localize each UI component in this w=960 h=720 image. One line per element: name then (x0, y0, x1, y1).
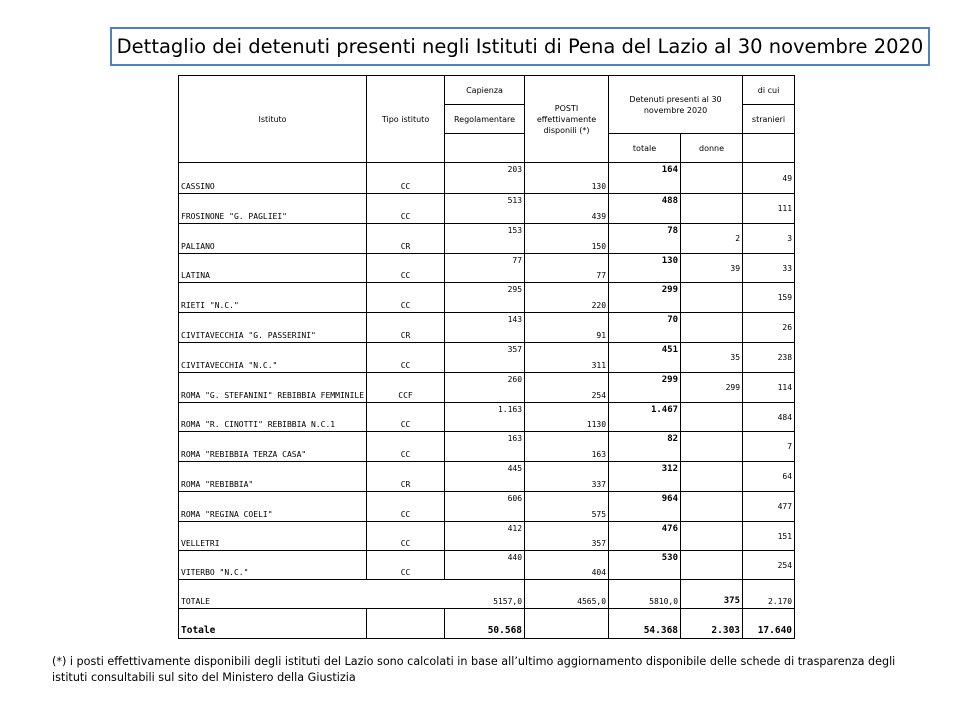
cell-stranieri: 254 (743, 551, 795, 580)
cell-capienza: 606 (445, 492, 525, 522)
cell-tipo: CCF (367, 373, 445, 403)
table-row (179, 522, 795, 551)
cell-totale: 530 (609, 551, 681, 580)
cell-posti: 163 (525, 432, 609, 462)
cell-posti: 77 (525, 254, 609, 283)
header-stranieri: stranieri (743, 105, 795, 134)
cell-istituto: PALIANO (179, 224, 367, 254)
cell-capienza: 143 (445, 313, 525, 343)
cell-totale: 312 (609, 462, 681, 492)
cell-tipo: CC (367, 163, 445, 194)
title-text: Dettaglio dei detenuti presenti negli Istituti di Pena del Lazio al 30 novembre 2020 (116, 35, 924, 58)
table-row (179, 163, 795, 194)
cell-donne (681, 551, 743, 580)
prisoners-table (178, 75, 795, 639)
grand-total-donne: 2.303 (681, 609, 743, 639)
table-row (179, 551, 795, 580)
cell-tipo: CR (367, 313, 445, 343)
cell-capienza: 153 (445, 224, 525, 254)
cell-tipo: CC (367, 551, 445, 580)
cell-donne (681, 163, 743, 194)
totals-label: TOTALE (179, 580, 367, 609)
header-row-1 (179, 76, 795, 105)
grand-total-row (179, 609, 795, 639)
cell-posti: 91 (525, 313, 609, 343)
cell-istituto: CASSINO (179, 163, 367, 194)
cell-totale: 299 (609, 283, 681, 313)
cell-stranieri: 477 (743, 492, 795, 522)
cell-tipo: CR (367, 462, 445, 492)
table-row (179, 254, 795, 283)
totals-posti: 4565,0 (525, 580, 609, 609)
cell-stranieri: 159 (743, 283, 795, 313)
table-row (179, 194, 795, 224)
footnote: (*) i posti effettivamente disponibili degli istituti del Lazio sono calcolati in base all’ultimo aggiornamento disponibile delle schede di trasparenza degli istituti consultabili sul sito del Ministero della Giustizia (52, 655, 896, 684)
cell-donne (681, 283, 743, 313)
cell-totale: 476 (609, 522, 681, 551)
cell-stranieri: 7 (743, 432, 795, 462)
cell-istituto: ROMA "REBIBBIA" (179, 462, 367, 492)
cell-donne (681, 403, 743, 432)
cell-tipo: CC (367, 522, 445, 551)
cell-totale: 488 (609, 194, 681, 224)
cell-posti: 337 (525, 462, 609, 492)
header-capienza: Capienza (445, 76, 525, 105)
cell-tipo: CC (367, 403, 445, 432)
totals-row (179, 580, 795, 609)
cell-istituto: RIETI "N.C." (179, 283, 367, 313)
cell-donne: 35 (681, 343, 743, 373)
cell-donne (681, 462, 743, 492)
cell-donne (681, 313, 743, 343)
cell-istituto: FROSINONE "G. PAGLIEI" (179, 194, 367, 224)
cell-istituto: ROMA "REGINA COELI" (179, 492, 367, 522)
cell-stranieri: 114 (743, 373, 795, 403)
cell-istituto: LATINA (179, 254, 367, 283)
cell-posti: 575 (525, 492, 609, 522)
header-istituto: Istituto (179, 76, 367, 163)
cell-donne (681, 432, 743, 462)
table-row (179, 373, 795, 403)
header-capienza-blank (445, 134, 525, 163)
grand-total-blank-1 (367, 609, 445, 639)
cell-donne (681, 522, 743, 551)
header-tipo: Tipo istituto (367, 76, 445, 163)
cell-posti: 439 (525, 194, 609, 224)
cell-istituto: ROMA "G. STEFANINI" REBIBBIA FEMMINILE (179, 373, 367, 403)
cell-istituto: CIVITAVECCHIA "G. PASSERINI" (179, 313, 367, 343)
cell-capienza: 77 (445, 254, 525, 283)
grand-total-totale: 54.368 (609, 609, 681, 639)
cell-totale: 70 (609, 313, 681, 343)
cell-totale: 964 (609, 492, 681, 522)
cell-tipo: CC (367, 194, 445, 224)
cell-posti: 311 (525, 343, 609, 373)
cell-capienza: 445 (445, 462, 525, 492)
cell-donne: 2 (681, 224, 743, 254)
cell-posti: 357 (525, 522, 609, 551)
table-row (179, 313, 795, 343)
cell-totale: 299 (609, 373, 681, 403)
cell-donne: 299 (681, 373, 743, 403)
cell-posti: 404 (525, 551, 609, 580)
cell-stranieri: 64 (743, 462, 795, 492)
header-stranieri-blank (743, 134, 795, 163)
cell-stranieri: 49 (743, 163, 795, 194)
totals-blank (367, 580, 445, 609)
grand-total-capienza: 50.568 (445, 609, 525, 639)
header-donne: donne (681, 134, 743, 163)
cell-totale: 82 (609, 432, 681, 462)
cell-capienza: 440 (445, 551, 525, 580)
totals-stranieri: 2.170 (743, 580, 795, 609)
table-row (179, 403, 795, 432)
header-di-cui: di cui (743, 76, 795, 105)
grand-total-blank-2 (525, 609, 609, 639)
cell-stranieri: 484 (743, 403, 795, 432)
cell-istituto: CIVITAVECCHIA "N.C." (179, 343, 367, 373)
cell-capienza: 1.163 (445, 403, 525, 432)
cell-tipo: CC (367, 254, 445, 283)
cell-istituto: ROMA "R. CINOTTI" REBIBBIA N.C.1 (179, 403, 367, 432)
cell-totale: 78 (609, 224, 681, 254)
header-regolamentare: Regolamentare (445, 105, 525, 134)
cell-istituto: VITERBO "N.C." (179, 551, 367, 580)
cell-capienza: 513 (445, 194, 525, 224)
table-row (179, 343, 795, 373)
cell-stranieri: 26 (743, 313, 795, 343)
cell-tipo: CR (367, 224, 445, 254)
cell-tipo: CC (367, 432, 445, 462)
header-posti: POSTI effettivamente disponili (*) (525, 76, 609, 163)
cell-capienza: 163 (445, 432, 525, 462)
cell-totale: 164 (609, 163, 681, 194)
totals-totale: 5810,0 (609, 580, 681, 609)
cell-stranieri: 111 (743, 194, 795, 224)
cell-capienza: 260 (445, 373, 525, 403)
cell-capienza: 203 (445, 163, 525, 194)
cell-stranieri: 33 (743, 254, 795, 283)
cell-donne: 39 (681, 254, 743, 283)
cell-totale: 130 (609, 254, 681, 283)
cell-tipo: CC (367, 283, 445, 313)
cell-stranieri: 151 (743, 522, 795, 551)
cell-capienza: 295 (445, 283, 525, 313)
table-row (179, 462, 795, 492)
cell-posti: 130 (525, 163, 609, 194)
cell-posti: 150 (525, 224, 609, 254)
cell-totale: 1.467 (609, 403, 681, 432)
cell-donne (681, 492, 743, 522)
cell-posti: 254 (525, 373, 609, 403)
cell-capienza: 357 (445, 343, 525, 373)
slide-title (110, 27, 930, 66)
cell-posti: 220 (525, 283, 609, 313)
header-detenuti: Detenuti presenti al 30 novembre 2020 (609, 76, 743, 134)
totals-capienza: 5157,0 (445, 580, 525, 609)
header-totale: totale (609, 134, 681, 163)
table-row (179, 492, 795, 522)
cell-donne (681, 194, 743, 224)
table-row (179, 283, 795, 313)
cell-totale: 451 (609, 343, 681, 373)
cell-posti: 1130 (525, 403, 609, 432)
totals-donne: 375 (681, 580, 743, 609)
cell-tipo: CC (367, 492, 445, 522)
cell-stranieri: 238 (743, 343, 795, 373)
cell-istituto: VELLETRI (179, 522, 367, 551)
cell-stranieri: 3 (743, 224, 795, 254)
table-row (179, 432, 795, 462)
table-row (179, 224, 795, 254)
cell-tipo: CC (367, 343, 445, 373)
grand-total-label: Totale (179, 609, 367, 639)
grand-total-stranieri: 17.640 (743, 609, 795, 639)
cell-istituto: ROMA "REBIBBIA TERZA CASA" (179, 432, 367, 462)
cell-capienza: 412 (445, 522, 525, 551)
